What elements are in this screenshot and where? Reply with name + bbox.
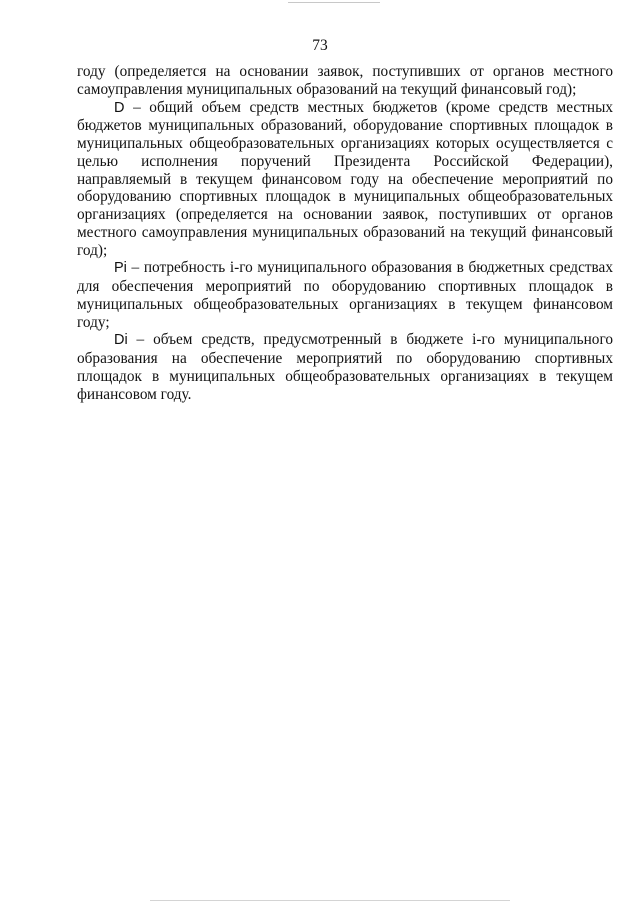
paragraph-text: году (определяется на основании заявок, поступивших от органов местного самоуправления муниципальных образований на текущий финансовый год); xyxy=(77,63,613,98)
formula-symbol-d: D xyxy=(114,99,125,116)
paragraph-definition-di xyxy=(77,331,613,403)
formula-symbol-pi: Pi xyxy=(114,260,127,277)
paragraph-definition-pi xyxy=(77,259,613,331)
scan-artifact-top xyxy=(288,2,380,3)
page-number: 73 xyxy=(312,37,328,54)
paragraph-text: – потребность i-го муниципального образования в бюджетных средствах для обеспечения мероприятий по оборудованию спортивных площадок в муниципальных общеобразовательных организациях в текущем финансовом году; xyxy=(77,259,613,331)
formula-symbol-di: Di xyxy=(114,332,128,349)
document-body xyxy=(77,63,613,403)
paragraph-text: – общий объем средств местных бюджетов (кроме средств местных бюджетов муниципальных образований, оборудование спортивных площадок в муниципальных общеобразовательных организациях которых осуществляется с целью исполнения поручений Президента Российской Федерации), направляемый в текущем финансовом году на обеспечение мероприятий по оборудованию спортивных площадок в муниципальных общеобразовательных организациях (определяется на основании заявок, поступивших от органов местного самоуправления муниципальных образований на текущий финансовый год); xyxy=(77,98,613,259)
paragraph-text: – объем средств, предусмотренный в бюджете i-го муниципального образования на обеспечение мероприятий по оборудованию спортивных площадок в муниципальных общеобразовательных организациях в текущем финансовом году. xyxy=(77,331,613,403)
scan-artifact-bottom xyxy=(150,900,510,901)
paragraph-continuation xyxy=(77,63,613,99)
paragraph-definition-d xyxy=(77,99,613,260)
